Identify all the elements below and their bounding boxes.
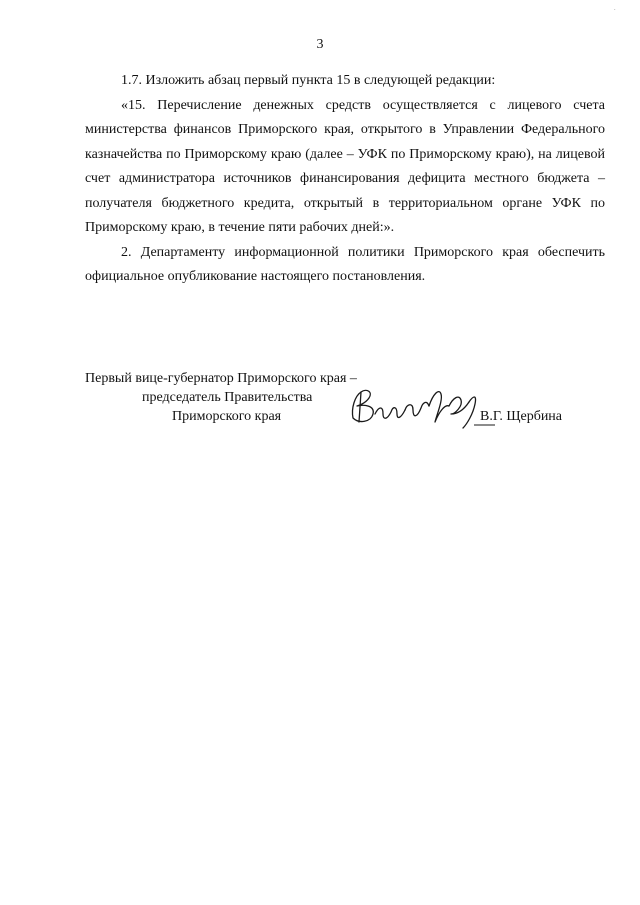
signer-title-line-2: председатель Правительства [142,390,313,405]
document-body [85,69,605,290]
paragraph-amendment-intro: 1.7. Изложить абзац первый пункта 15 в следующей редакции: [121,73,496,88]
corner-mark: · [613,6,616,14]
page-number: 3 [316,37,324,52]
signature-block [85,370,605,450]
signer-title-line-3: Приморского края [172,409,282,424]
signer-name: В.Г. Щербина [480,409,563,424]
handwritten-signature [347,384,497,430]
paragraph-publication: 2. Департаменту информационной политики Приморского края обеспечить официальное опубликование настоящего постановления. [85,244,605,284]
signer-title-line-1: Первый вице-губернатор Приморского края – [85,371,357,386]
paragraph-amendment-text: «15. Перечисление денежных средств осуществляется с лицевого счета министерства финансов Приморского края, открытого в Управлении Федерального казначейства по Приморскому краю (далее – УФК по Приморскому краю), на лицевой счет администратора источников финансирования дефицита местного бюджета – получателя бюджетного кредита, открытый в территориальном органе УФК по Приморскому краю, в течение пяти рабочих дней:». [85,97,605,235]
